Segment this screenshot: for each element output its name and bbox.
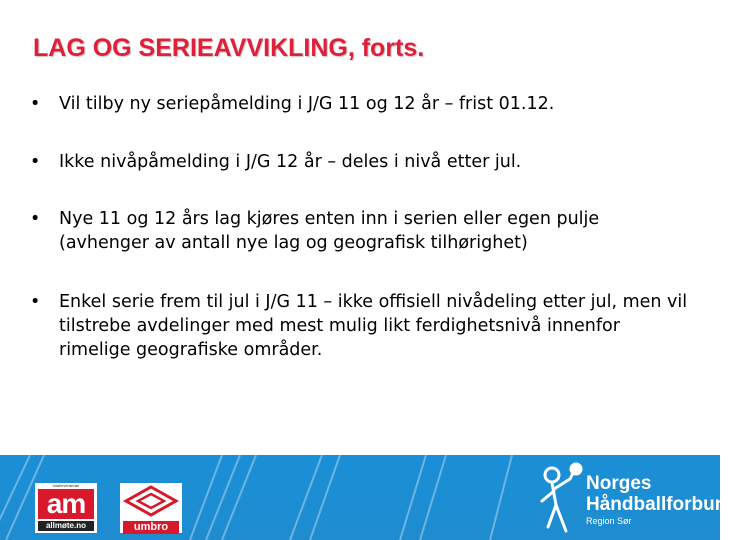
- bullet-text: Vil tilby ny seriepåmelding i J/G 11 og 12 år – frist 01.12.: [59, 94, 555, 114]
- bullet-item: [30, 290, 690, 362]
- bullet-marker: •: [30, 152, 41, 172]
- handball-player-icon: [530, 461, 588, 540]
- bullet-marker: •: [30, 292, 41, 312]
- bullet-item: [30, 92, 690, 116]
- footer-band: [0, 455, 738, 540]
- bullet-marker: •: [30, 209, 41, 229]
- allmote-logo: [35, 483, 97, 533]
- bullet-text: Enkel serie frem til jul i J/G 11 – ikke offisiell nivådeling etter jul, men vil tilstrebe avdelinger med mest mulig likt ferdighetsnivå innenfor rimelige geografiske områder.: [59, 292, 688, 360]
- federation-line2: Håndballforbund: [586, 494, 738, 515]
- allmote-bottom-text: allmøte.no: [38, 521, 94, 531]
- allmote-top-text: totalleverandør: [52, 483, 80, 488]
- federation-line1: Norges: [586, 473, 652, 494]
- bullet-text: Ikke nivåpåmelding i J/G 12 år – deles i nivå etter jul.: [59, 152, 522, 172]
- allmote-mark: am: [38, 489, 94, 519]
- federation-region: Region Sør: [586, 516, 632, 526]
- bullet-text: Nye 11 og 12 års lag kjøres enten inn i serien eller egen pulje (avhenger av antall nye lag og geografisk tilhørighet): [59, 209, 600, 253]
- umbro-wordmark: umbro: [123, 521, 179, 534]
- federation-logo-text: [586, 473, 738, 527]
- umbro-logo: [120, 483, 182, 533]
- bullet-item: [30, 207, 690, 255]
- bullet-marker: •: [30, 94, 41, 114]
- bullet-item: [30, 150, 690, 174]
- slide-title: LAG OG SERIEAVVIKLING, forts.: [33, 34, 425, 62]
- umbro-diamond-icon: [120, 483, 182, 517]
